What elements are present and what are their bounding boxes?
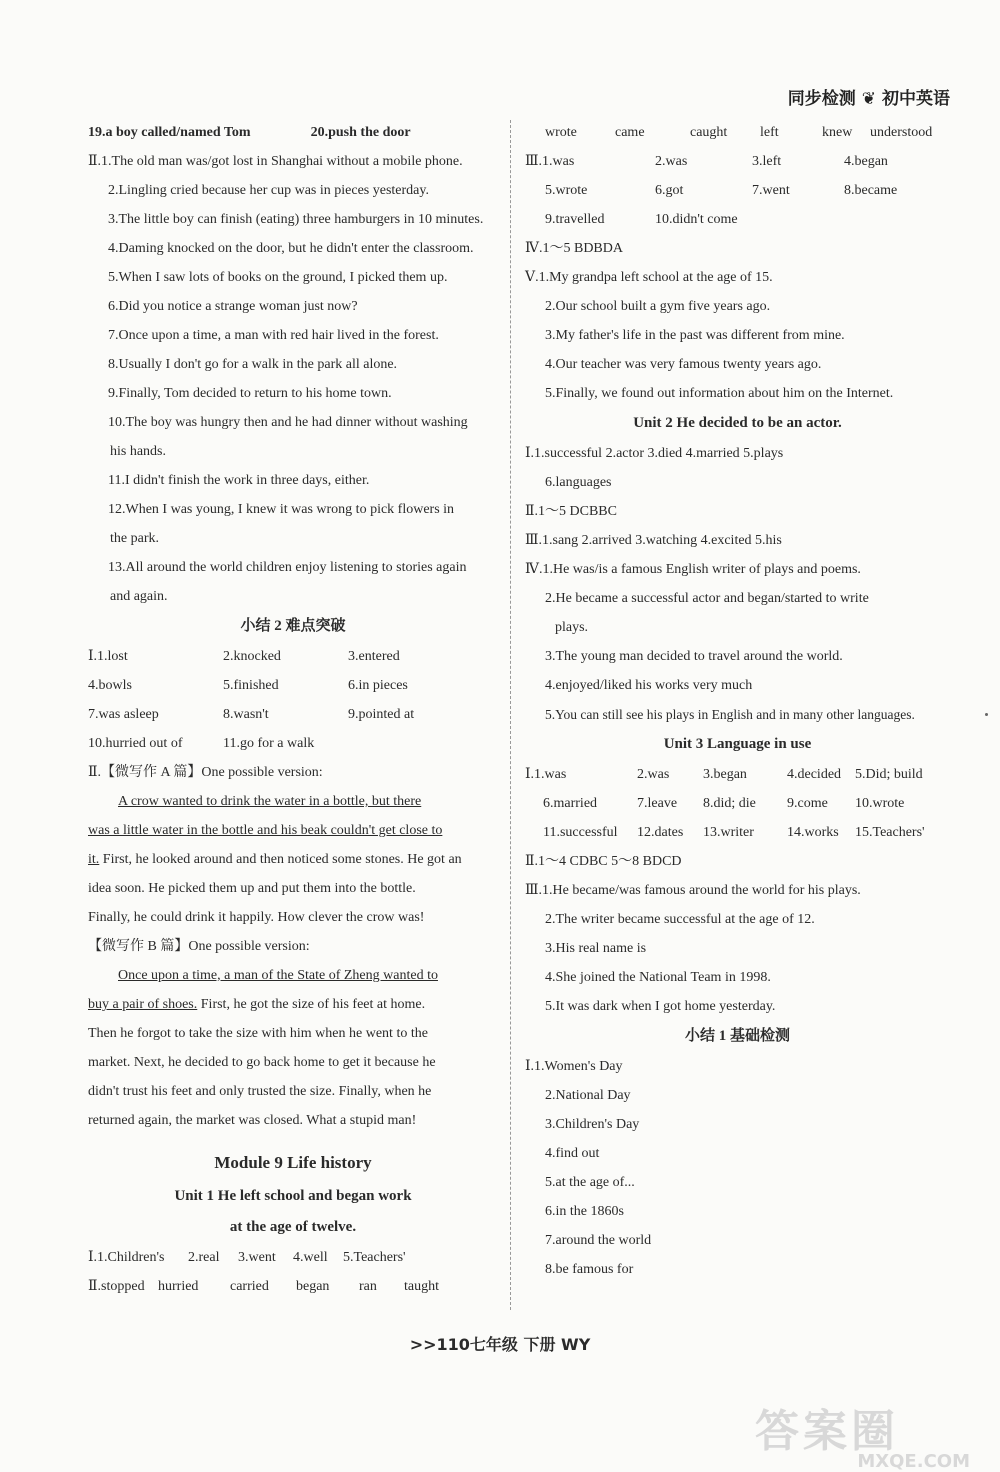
answer-row: 9.travelled 10.didn't come <box>545 212 738 227</box>
section-heading: 小结 1 基础检测 <box>684 1028 790 1044</box>
answer-line: 8.be famous for <box>545 1262 634 1277</box>
header-title-right: 初中英语 <box>882 89 950 109</box>
writing-line: Then he forgot to take the size with him when he went to the <box>88 1026 428 1041</box>
answer-line: 3.His real name is <box>545 941 647 956</box>
unit-title: Unit 1 He left school and began work <box>174 1188 412 1204</box>
answer-line: 4.Our teacher was very famous twenty years ago. <box>545 357 822 372</box>
answer-line: 6.in the 1860s <box>545 1204 624 1219</box>
answer-line: 3.The young man decided to travel around the world. <box>545 649 843 664</box>
answer-line: 3.Children's Day <box>545 1117 640 1132</box>
answer-row: Ⅲ.1.was 2.was 3.left 4.began <box>525 154 888 169</box>
answer-line: Ⅴ.1.My grandpa left school at the age of 15. <box>525 270 773 285</box>
answer-line: the park. <box>110 531 159 546</box>
answer-line: plays. <box>555 620 589 635</box>
answer-row: Ⅱ.stopped hurried carried began ran taught <box>88 1279 439 1294</box>
answer-line: 4.find out <box>545 1146 600 1161</box>
answer-line: 4.Daming knocked on the door, but he didn't enter the classroom. <box>108 241 474 256</box>
unit-title: Unit 2 He decided to be an actor. <box>633 415 842 431</box>
answer-row: Ⅰ.1.lost 2.knocked 3.entered <box>88 649 400 664</box>
writing-line: returned again, the market was closed. What a stupid man! <box>88 1113 417 1128</box>
answer-line: 12.When I was young, I knew it was wrong to pick flowers in <box>108 502 455 517</box>
answer-line: 3.The little boy can finish (eating) three hamburgers in 10 minutes. <box>108 212 484 227</box>
header-title-left: 同步检测 <box>787 89 856 109</box>
answer-line: 5.You can still see his plays in English and in many other languages. <box>545 707 915 722</box>
answer-line: Ⅰ.1.Women's Day <box>525 1059 623 1074</box>
page-header <box>788 84 950 109</box>
answer-line: Ⅳ.1.He was/is a famous English writer of plays and poems. <box>525 562 861 577</box>
answer-line: Ⅲ.1.sang 2.arrived 3.watching 4.excited 5.his <box>525 533 782 548</box>
column-divider <box>510 120 511 1310</box>
answer-line: Ⅱ.1～4 CDBC 5～8 BDCD <box>525 854 682 869</box>
left-column <box>88 118 498 1301</box>
answer-line: 5.When I saw lots of books on the ground, I picked them up. <box>108 270 448 285</box>
answer-line: 5.Finally, we found out information about him on the Internet. <box>545 386 894 401</box>
bee-icon: ❦ <box>861 89 876 109</box>
answer-line: 19.a boy called/named Tom 20.push the door <box>88 125 411 140</box>
answer-row: Ⅰ.1.was 2.was 3.began 4.decided 5.Did; build <box>525 767 923 782</box>
writing-b-label: 【微写作 B 篇】One possible version: <box>88 939 310 954</box>
answer-line: Ⅰ.1.successful 2.actor 3.died 4.married 5.plays <box>525 446 784 461</box>
answer-line: 4.enjoyed/liked his works very much <box>545 678 753 693</box>
answer-line: 2.Lingling cried because her cup was in pieces yesterday. <box>108 183 429 198</box>
answer-line: 4.She joined the National Team in 1998. <box>545 970 771 985</box>
answer-line: 5.at the age of... <box>545 1175 635 1190</box>
answer-line: 13.All around the world children enjoy listening to stories again <box>108 560 467 575</box>
answer-row: 10.hurried out of 11.go for a walk <box>88 736 315 751</box>
stray-dot <box>985 713 988 716</box>
writing-line: didn't trust his feet and only trusted the size. Finally, when he <box>88 1084 432 1099</box>
answer-line: 9.Finally, Tom decided to return to his home town. <box>108 386 392 401</box>
answer-line: 10.The boy was hungry then and he had dinner without washing <box>108 415 468 430</box>
answer-row: 5.wrote 6.got 7.went 8.became <box>545 183 898 198</box>
answer-row: 11.successful 12.dates 13.writer 14.works 15.Teachers' <box>543 825 925 840</box>
writing-line: market. Next, he decided to go back home to get it because he <box>88 1055 436 1070</box>
writing-line: Finally, he could drink it happily. How clever the crow was! <box>88 910 425 925</box>
answer-row: 7.was asleep 8.wasn't 9.pointed at <box>88 707 415 722</box>
writing-line: it. First, he looked around and then noticed some stones. He got an <box>88 852 462 867</box>
answer-line: his hands. <box>110 444 166 459</box>
answer-line: 8.Usually I don't go for a walk in the park all alone. <box>108 357 398 372</box>
writing-line: A crow wanted to drink the water in a bottle, but there <box>118 794 422 809</box>
writing-line: Once upon a time, a man of the State of Zheng wanted to <box>118 968 438 983</box>
answer-row: 4.bowls 5.finished 6.in pieces <box>88 678 408 693</box>
answer-line: 7.Once upon a time, a man with red hair lived in the forest. <box>108 328 439 343</box>
writing-line: buy a pair of shoes. First, he got the size of his feet at home. <box>88 997 426 1012</box>
answer-row: wrote came caught left knew understood <box>545 125 933 140</box>
watermark-text: 答案圈 <box>755 1406 899 1457</box>
answer-line: 2.He became a successful actor and began/started to write <box>545 591 869 606</box>
writing-line: idea soon. He picked them up and put them into the bottle. <box>88 881 416 896</box>
answer-line: Ⅱ.1.The old man was/got lost in Shanghai without a mobile phone. <box>88 154 463 169</box>
answer-line: Ⅳ.1～5 BDBDA <box>525 241 623 256</box>
answer-line: 3.My father's life in the past was different from mine. <box>545 328 845 343</box>
answer-line: 2.National Day <box>545 1088 631 1103</box>
answer-line: Ⅱ.1～5 DCBBC <box>525 504 617 519</box>
answer-line: Ⅲ.1.He became/was famous around the world for his plays. <box>525 883 861 898</box>
unit-title: Unit 3 Language in use <box>663 736 812 752</box>
writing-line: was a little water in the bottle and his beak couldn't get close to <box>88 823 443 838</box>
answer-line: 2.The writer became successful at the age of 12. <box>545 912 815 927</box>
watermark-logo <box>755 1395 970 1472</box>
answer-line: 5.It was dark when I got home yesterday. <box>545 999 776 1014</box>
right-column <box>525 118 950 1284</box>
answer-line: 6.Did you notice a strange woman just now? <box>108 299 358 314</box>
answer-line: 2.Our school built a gym five years ago. <box>545 299 771 314</box>
module-title: Module 9 Life history <box>214 1153 372 1172</box>
answer-line: 7.around the world <box>545 1233 652 1248</box>
section-heading: 小结 2 难点突破 <box>240 618 346 634</box>
page-footer: >>110七年级 下册 WY <box>409 1335 591 1354</box>
answer-row: 6.married 7.leave 8.did; die 9.come 10.wrote <box>543 796 905 811</box>
answer-line: 6.languages <box>545 475 612 490</box>
writing-a-label: Ⅱ.【微写作 A 篇】One possible version: <box>88 765 323 780</box>
answer-row: Ⅰ.1.Children's 2.real 3.went 4.well 5.Teachers' <box>88 1250 406 1265</box>
watermark-url: MXQE.COM <box>857 1451 970 1472</box>
answer-line: and again. <box>110 589 168 604</box>
answer-line: 11.I didn't finish the work in three days, either. <box>108 473 370 488</box>
unit-title-cont: at the age of twelve. <box>229 1219 357 1235</box>
